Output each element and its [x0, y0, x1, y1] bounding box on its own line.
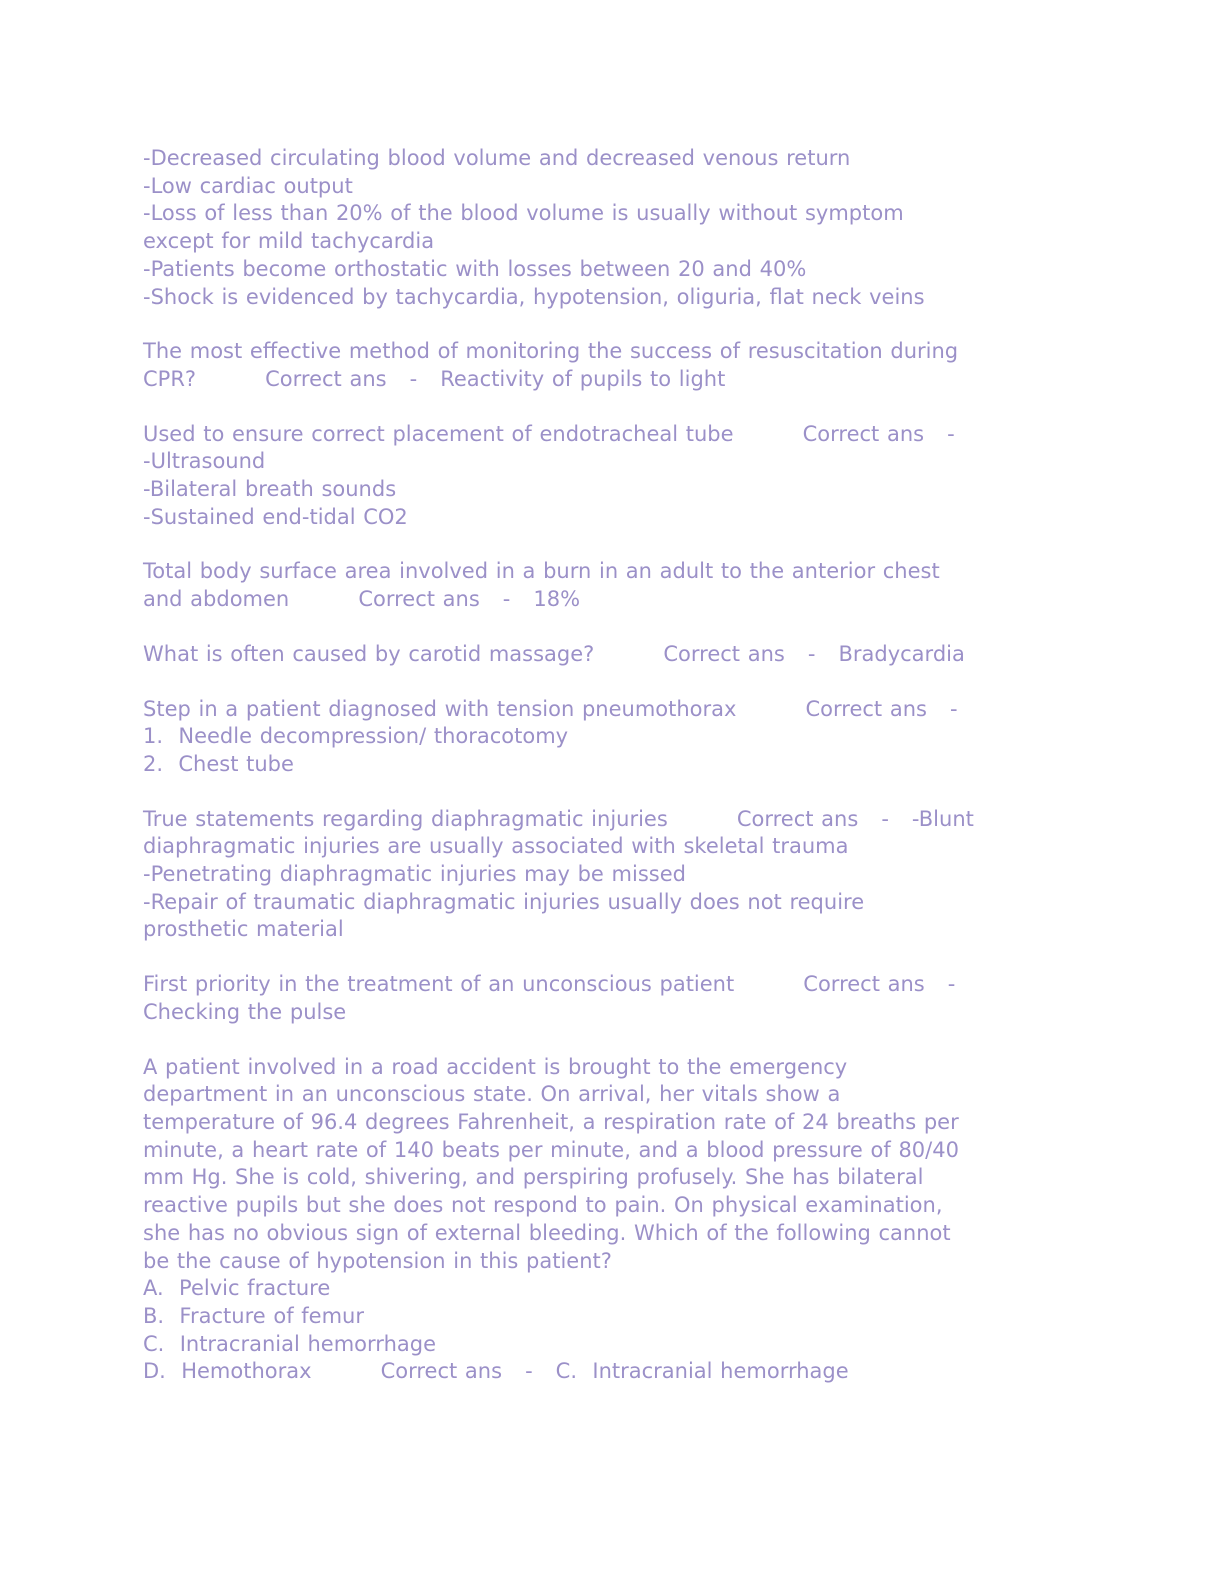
text-line: she has no obvious sign of external bleeding. Which of the following cannot — [143, 1220, 951, 1245]
text-line: First priority in the treatment of an unconscious patient Correct ans - — [143, 972, 956, 997]
text-line: minute, a heart rate of 140 beats per minute, and a blood pressure of 80/40 — [143, 1137, 959, 1162]
text-line: 2. Chest tube — [143, 751, 294, 776]
text-line: -Ultrasound — [143, 449, 266, 474]
text-line: and abdomen Correct ans - 18% — [143, 587, 581, 612]
paragraph — [143, 971, 1078, 1026]
paragraph — [143, 1054, 1078, 1386]
text-line: C. Intracranial hemorrhage — [143, 1331, 436, 1356]
paragraph — [143, 338, 1078, 393]
text-line: What is often caused by carotid massage? Correct ans - Bradycardia — [143, 641, 965, 666]
text-line: except for mild tachycardia — [143, 229, 435, 254]
text-line: A. Pelvic fracture — [143, 1276, 331, 1301]
text-line: The most effective method of monitoring the success of resuscitation during — [143, 339, 959, 364]
text-line: Total body surface area involved in a burn in an adult to the anterior chest — [143, 559, 940, 584]
text-line: mm Hg. She is cold, shivering, and perspiring profusely. She has bilateral — [143, 1165, 924, 1190]
text-line: 1. Needle decompression/ thoracotomy — [143, 724, 569, 749]
text-line: reactive pupils but she does not respond to pain. On physical examination, — [143, 1193, 943, 1218]
text-line: prosthetic material — [143, 917, 344, 942]
text-line: -Low cardiac output — [143, 173, 353, 198]
paragraph — [143, 558, 1078, 613]
text-line: -Loss of less than 20% of the blood volume is usually without symptom — [143, 201, 904, 226]
paragraph — [143, 696, 1078, 779]
paragraph — [143, 641, 1078, 669]
text-line: B. Fracture of femur — [143, 1303, 364, 1328]
paragraph — [143, 145, 1078, 311]
text-line: -Bilateral breath sounds — [143, 477, 397, 502]
text-line: True statements regarding diaphragmatic injuries Correct ans - -Blunt — [143, 806, 974, 831]
text-line: be the cause of hypotension in this patient? — [143, 1248, 612, 1273]
text-line: Used to ensure correct placement of endotracheal tube Correct ans - — [143, 421, 955, 446]
document-body — [143, 145, 1078, 1386]
text-line: D. Hemothorax Correct ans - C. Intracranial hemorrhage — [143, 1359, 849, 1384]
text-line: Step in a patient diagnosed with tension pneumothorax Correct ans - — [143, 696, 958, 721]
text-line: temperature of 96.4 degrees Fahrenheit, a respiration rate of 24 breaths per — [143, 1109, 959, 1134]
paragraph — [143, 421, 1078, 532]
paragraph — [143, 806, 1078, 945]
text-line: CPR? Correct ans - Reactivity of pupils to light — [143, 366, 726, 391]
text-line: diaphragmatic injuries are usually associated with skeletal trauma — [143, 834, 849, 859]
text-line: -Penetrating diaphragmatic injuries may be missed — [143, 862, 686, 887]
text-line: -Sustained end-tidal CO2 — [143, 504, 408, 529]
text-line: department in an unconscious state. On arrival, her vitals show a — [143, 1082, 841, 1107]
text-line: -Patients become orthostatic with losses between 20 and 40% — [143, 256, 807, 281]
text-line: -Repair of traumatic diaphragmatic injuries usually does not require — [143, 889, 865, 914]
text-line: Checking the pulse — [143, 999, 347, 1024]
text-line: A patient involved in a road accident is brought to the emergency — [143, 1054, 848, 1079]
text-line: -Shock is evidenced by tachycardia, hypotension, oliguria, flat neck veins — [143, 284, 925, 309]
text-line: -Decreased circulating blood volume and decreased venous return — [143, 146, 851, 170]
